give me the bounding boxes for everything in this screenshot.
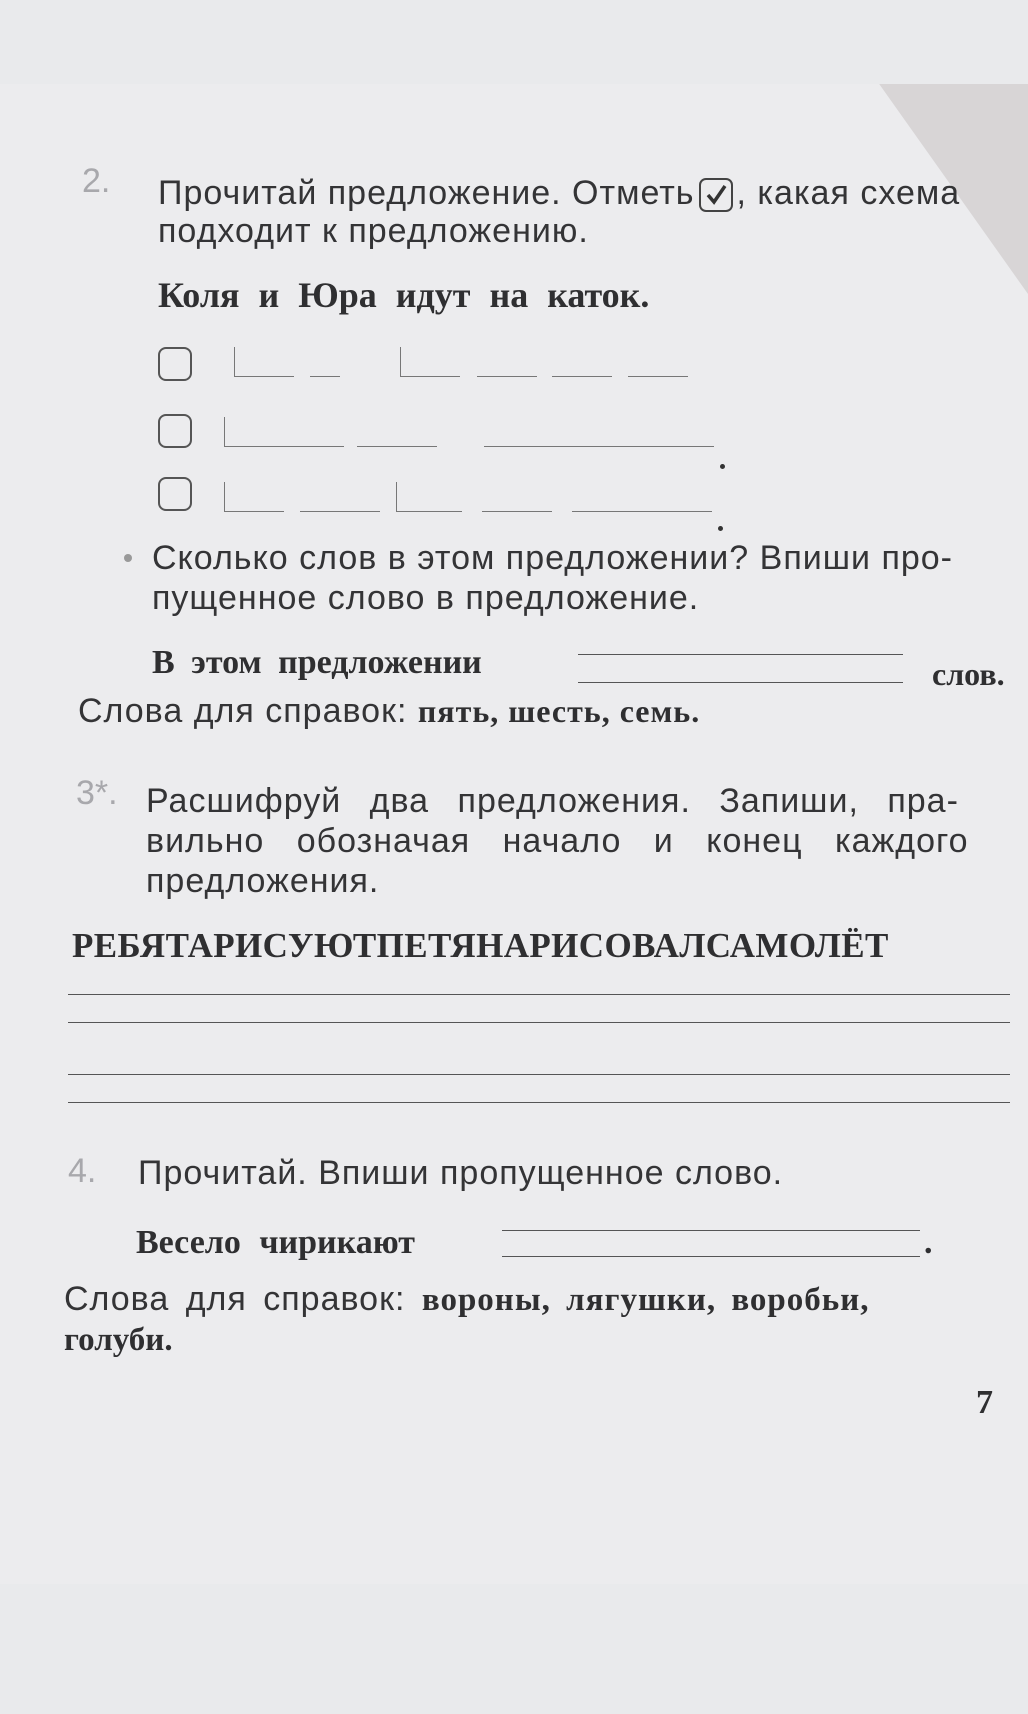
task3-write-line-1[interactable] [68, 994, 1010, 995]
task2-answer-guide-line [578, 654, 903, 655]
scheme-option-2-checkbox[interactable] [158, 414, 192, 448]
task3-line2: вильно обозначая начало и конец каждого [146, 822, 969, 860]
scheme-option-3 [222, 474, 722, 512]
scheme-option-1 [232, 339, 732, 377]
checkmark-box-icon [699, 178, 733, 212]
task4-hints-line2: голуби. [64, 1322, 173, 1358]
workbook-page [0, 84, 1028, 1584]
task2-hints [78, 692, 700, 731]
scheme-option-2-period [720, 464, 725, 469]
task2-answer-write-line[interactable] [578, 682, 903, 683]
scheme-option-3-period [718, 526, 723, 531]
task3-number: 3*. [76, 774, 118, 812]
task4-guide-line [502, 1230, 920, 1231]
task4-instruction: Прочитай. Впиши пропущенное слово. [138, 1154, 784, 1192]
task2-instruction-part1: Прочитай предложение. Отметь [158, 174, 695, 212]
task2-number: 2. [82, 162, 111, 200]
task2-answer-prefix: В этом предложении [152, 644, 482, 681]
task4-sentence-start: Весело чирикают [136, 1224, 415, 1261]
task2-sentence: Коля и Юра идут на каток. [158, 275, 650, 315]
task3-write-line-3[interactable] [68, 1074, 1010, 1075]
task4-hints-line1: вороны, лягушки, воробьи, [421, 1282, 870, 1318]
task2-instruction-part2: , какая схема [736, 174, 961, 212]
scheme-option-2 [222, 409, 722, 447]
scheme-option-1-checkbox[interactable] [158, 347, 192, 381]
page-number: 7 [976, 1384, 993, 1421]
task2-question-line1: Сколько слов в этом предложении? Впиши про- [152, 539, 953, 577]
task2-hints-words: пять, шесть, семь. [417, 693, 701, 729]
task2-instruction-line1 [158, 174, 960, 213]
task2-hints-label: Слова для справок: [78, 692, 408, 730]
task3-line1: Расшифруй два предложения. Запиши, пра- [146, 782, 959, 820]
task4-number: 4. [68, 1152, 97, 1190]
task2-question-line2: пущенное слово в предложение. [152, 579, 700, 617]
task4-hints [64, 1280, 870, 1319]
task2-answer-suffix: слов. [932, 656, 1005, 692]
task2-instruction-line2: подходит к предложению. [158, 212, 589, 250]
question-bullet [124, 554, 132, 562]
task3-write-line-4[interactable] [68, 1102, 1010, 1103]
task4-hints-label: Слова для справок: [64, 1280, 406, 1318]
scheme-option-3-checkbox[interactable] [158, 477, 192, 511]
task3-letters: РЕБЯТАРИСУЮТПЕТЯНАРИСОВАЛСАМОЛЁТ [72, 926, 889, 965]
task3-line3: предложения. [146, 862, 380, 900]
task4-write-line[interactable] [502, 1256, 920, 1257]
task4-sentence-end: . [924, 1224, 933, 1261]
task3-write-line-2[interactable] [68, 1022, 1010, 1023]
